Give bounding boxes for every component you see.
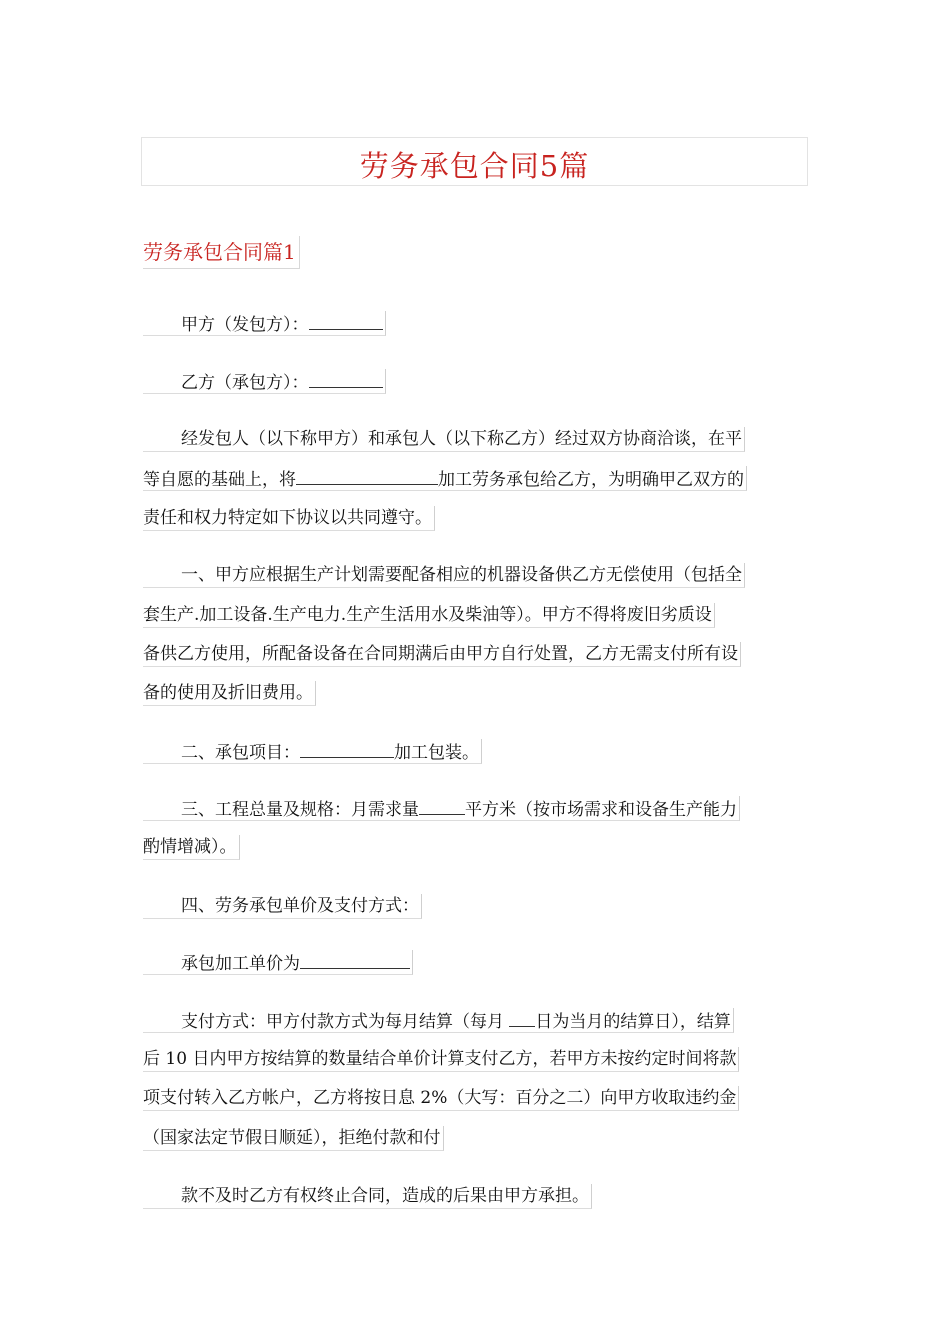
clause1-text-1: 一、甲方应根据生产计划需要配备相应的机器设备供乙方无偿使用（包括全 <box>181 565 742 585</box>
clause1-line-4 <box>143 681 316 706</box>
party-a-line <box>143 311 386 336</box>
party-a-label: 甲方（发包方）： <box>181 315 309 335</box>
clause1-line-2 <box>143 603 715 628</box>
intro-line-2 <box>143 466 747 491</box>
clause1-line-1 <box>143 563 745 588</box>
payment-day-blank <box>509 1008 535 1027</box>
unit-price-label: 承包加工单价为 <box>181 954 300 974</box>
clause4-text: 四、劳务承包单价及支付方式： <box>181 896 419 916</box>
clause2-line <box>143 739 482 764</box>
party-b-blank <box>309 369 383 388</box>
unit-price-blank <box>300 950 410 969</box>
payment-text-2: 后 10 日内甲方按结算的数量结合单价计算支付乙方，若甲方未按约定时间将款 <box>143 1049 737 1069</box>
payment-line-5 <box>143 1184 592 1209</box>
payment-suffix: 日为当月的结算日），结算 <box>535 1012 731 1032</box>
clause2-prefix: 二、承包项目： <box>181 743 300 763</box>
payment-line-1 <box>143 1008 734 1033</box>
clause4-line <box>143 894 422 919</box>
clause1-line-3 <box>143 642 741 667</box>
clause3-prefix: 三、工程总量及规格：月需求量 <box>181 800 419 820</box>
section-heading: 劳务承包合同篇1 <box>143 236 300 269</box>
intro-text-2: 等自愿的基础上，将 <box>143 470 296 490</box>
party-a-blank <box>309 311 383 330</box>
payment-line-4 <box>143 1126 444 1151</box>
payment-prefix: 支付方式：甲方付款方式为每月结算（每月 <box>181 1012 510 1032</box>
clause1-text-2: 套生产.加工设备.生产电力.生产生活用水及柴油等）。甲方不得将废旧劣质设 <box>143 605 712 625</box>
intro-text-4: 责任和权力特定如下协议以共同遵守。 <box>143 508 432 528</box>
intro-text-1: 经发包人（以下称甲方）和承包人（以下称乙方）经过双方协商洽谈，在平 <box>181 429 742 449</box>
intro-line-1 <box>143 427 745 452</box>
party-b-line <box>143 369 386 394</box>
payment-text-5: 款不及时乙方有权终止合同，造成的后果由甲方承担。 <box>181 1186 589 1206</box>
clause3-text-2: 酌情增减）。 <box>143 837 237 857</box>
clause1-text-4: 备的使用及折旧费用。 <box>143 683 313 703</box>
clause1-text-3: 备供乙方使用，所配备设备在合同期满后由甲方自行处置，乙方无需支付所有设 <box>143 644 738 664</box>
payment-text-3: 项支付转入乙方帐户，乙方将按日息 2%（大写：百分之二）向甲方收取违约金 <box>143 1088 737 1108</box>
intro-text-3: 加工劳务承包给乙方，为明确甲乙双方的 <box>438 470 744 490</box>
document-title: 劳务承包合同5篇 <box>359 149 590 183</box>
clause2-blank <box>300 739 394 758</box>
title-box <box>141 137 808 186</box>
clause3-blank <box>419 796 465 815</box>
unit-price-line <box>143 950 413 975</box>
clause3-suffix: 平方米（按市场需求和设备生产能力 <box>465 800 737 820</box>
clause2-suffix: 加工包装。 <box>394 743 479 763</box>
payment-line-3 <box>143 1086 739 1111</box>
intro-line-3 <box>143 506 435 531</box>
party-b-label: 乙方（承包方）： <box>181 373 309 393</box>
payment-text-4: （国家法定节假日顺延），拒绝付款和付 <box>143 1128 441 1148</box>
payment-line-2 <box>143 1047 739 1072</box>
clause3-line-2 <box>143 835 240 860</box>
clause3-line-1 <box>143 796 740 821</box>
project-blank <box>296 466 438 485</box>
